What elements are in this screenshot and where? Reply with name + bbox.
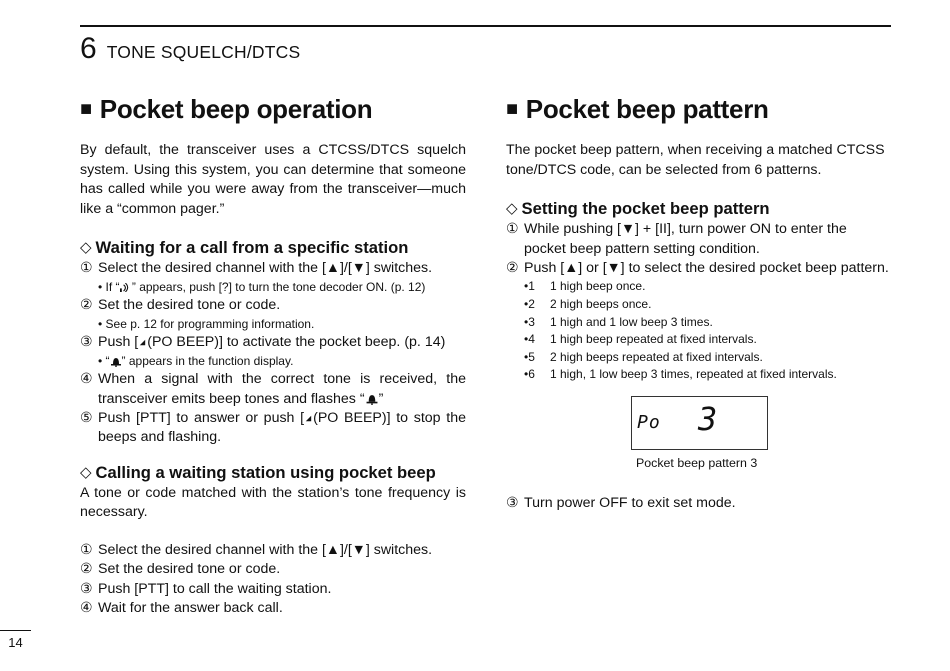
step-number: ①	[506, 221, 519, 238]
step-4	[80, 370, 466, 409]
step-3	[80, 333, 466, 352]
subheading-text: Waiting for a call from a specific station	[95, 238, 409, 258]
left-column	[80, 94, 466, 619]
lcd-caption: Pocket beep pattern 3	[636, 455, 758, 470]
chapter-header	[80, 32, 300, 66]
step-number: ①	[80, 541, 93, 558]
subheading-text: Setting the pocket beep pattern	[521, 199, 770, 219]
diamond-icon: ◇	[80, 463, 92, 481]
step-text: Push [PTT] to call the waiting station.	[98, 580, 332, 597]
step-text-part: (PO BEEP)] to stop the beeps and flashing.	[98, 409, 466, 446]
pattern-item	[506, 314, 891, 332]
pattern-step-2	[506, 259, 891, 278]
step-text: Wait for the answer back call.	[98, 600, 283, 617]
pattern-text: 1 high beep repeated at fixed intervals.	[550, 332, 757, 347]
step-5	[80, 409, 466, 448]
heading-text: Pocket beep pattern	[525, 94, 769, 124]
step-text: Select the desired channel with the [▲]/[▼] switches.	[98, 260, 433, 277]
step-3-note	[80, 353, 466, 371]
step-2-note: • See p. 12 for programming information.	[98, 316, 315, 331]
step-number: ③	[80, 334, 93, 351]
pattern-item	[506, 296, 891, 314]
pattern-text: 2 high beeps repeated at fixed intervals.	[550, 349, 763, 364]
note-text: ” appears, push [?] to turn the tone decoder ON. (p. 12)	[128, 279, 426, 294]
pattern-item	[506, 278, 891, 296]
step-text: Select the desired channel with the [▲]/[▼] switches.	[98, 541, 433, 558]
pattern-text: 1 high beep once.	[550, 279, 646, 294]
subheading-setting-pattern	[506, 198, 891, 220]
step-number: ①	[80, 260, 93, 277]
subheading-calling-waiting-station	[80, 462, 466, 484]
bell-key-icon	[304, 414, 313, 423]
pattern-bullet: •4	[524, 332, 535, 347]
step-text-part: Push [PTT] to answer or push [	[98, 409, 305, 426]
step-number: ④	[80, 600, 93, 617]
step-text: Set the desired tone or code.	[98, 297, 281, 314]
section-heading-pocket-beep-pattern	[506, 94, 891, 125]
step-text	[98, 409, 466, 448]
section-heading-pocket-beep-operation	[80, 94, 466, 125]
step-text: Turn power OFF to exit set mode.	[524, 494, 736, 511]
section-intro: A tone or code matched with the station’s tone frequency is necessary.	[80, 484, 466, 521]
step-text: Set the desired tone or code.	[98, 561, 281, 578]
step-text: Push [▲] or [▼] to select the desired pocket beep pattern.	[524, 260, 889, 276]
step-number: ②	[80, 297, 93, 314]
intro-paragraph: The pocket beep pattern, when receiving a matched CTCSS tone/DTCS code, can be selected from 6 patterns.	[506, 142, 885, 178]
lcd-label: Po	[637, 411, 661, 433]
call-step-3	[80, 580, 466, 599]
step-1-note	[80, 279, 466, 297]
step-2	[80, 296, 466, 315]
pattern-bullet: •3	[524, 314, 535, 329]
pattern-bullet: •6	[524, 367, 535, 382]
square-bullet-icon: ■	[80, 98, 92, 120]
pattern-step-1	[506, 220, 891, 259]
tone-icon	[120, 283, 129, 292]
step-text-part: Push [	[98, 334, 139, 351]
pattern-bullet: •5	[524, 349, 535, 364]
page-number: 14	[0, 630, 31, 650]
step-text: While pushing [▼] + [II], turn power ON to enter the pocket beep pattern setting condition.	[524, 221, 847, 257]
pattern-text: 1 high, 1 low beep 3 times, repeated at fixed intervals.	[550, 367, 837, 382]
lcd-display-illustration	[631, 396, 768, 450]
subheading-text: Calling a waiting station using pocket beep	[95, 462, 436, 482]
chapter-title: TONE SQUELCH/DTCS	[106, 42, 301, 62]
lcd-value: 3	[698, 399, 718, 438]
pattern-item	[506, 349, 891, 367]
pattern-bullet: •2	[524, 297, 535, 311]
step-text	[98, 370, 466, 409]
note-text: • If “	[98, 279, 120, 294]
pattern-item	[506, 366, 891, 384]
note-text: • “	[98, 353, 110, 368]
step-number: ③	[506, 494, 519, 511]
right-column	[506, 94, 891, 513]
call-step-2	[80, 560, 466, 579]
step-number: ②	[506, 260, 519, 276]
intro-paragraph: By default, the transceiver uses a CTCSS/DTCS squelch system. Using this system, you can determine that someone has called while you were away from the transceiver—much like a “common pager.”	[80, 142, 466, 217]
step-text-part: When a signal with the correct tone is received, the transceiver emits beep tones and flashes “	[98, 371, 466, 407]
pattern-step-3	[506, 494, 891, 513]
step-text-part: ”	[378, 390, 384, 407]
call-step-4	[80, 599, 466, 618]
bell-key-icon	[138, 338, 147, 347]
header-rule	[80, 25, 891, 27]
bell-icon	[365, 393, 379, 405]
diamond-icon: ◇	[506, 200, 518, 218]
heading-text: Pocket beep operation	[99, 94, 373, 124]
diamond-icon: ◇	[80, 239, 92, 257]
step-number: ②	[80, 561, 93, 578]
step-number: ⑤	[80, 409, 93, 426]
square-bullet-icon: ■	[506, 98, 518, 120]
step-number: ③	[80, 580, 93, 597]
note-text: ” appears in the function display.	[121, 353, 294, 368]
step-1	[80, 259, 466, 278]
pattern-bullet: •1	[524, 279, 535, 294]
chapter-number: 6	[80, 32, 97, 65]
pattern-text: 1 high and 1 low beep 3 times.	[550, 314, 713, 329]
step-text-part: (PO BEEP)] to activate the pocket beep. (p. 14)	[147, 334, 446, 351]
step-text	[98, 333, 466, 352]
subheading-waiting-for-call	[80, 237, 466, 259]
pattern-text: 2 high beeps once.	[550, 297, 652, 311]
bell-icon	[110, 356, 122, 367]
pattern-item	[506, 331, 891, 349]
call-step-1	[80, 541, 466, 560]
step-number: ④	[80, 371, 93, 388]
